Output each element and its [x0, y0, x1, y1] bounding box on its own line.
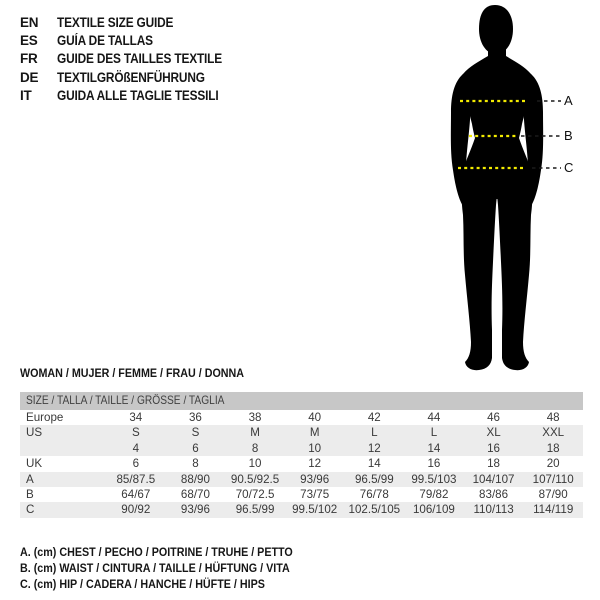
size-cell: 96.5/99 [235, 503, 275, 517]
size-table-body [20, 410, 583, 518]
row-label: UK [26, 457, 43, 471]
table-row [20, 456, 583, 471]
size-cell: 104/107 [472, 472, 515, 486]
row-label: Europe [26, 411, 64, 424]
legend-text: C. (cm) HIP / CADERA / HANCHE / HÜFTE / HIPS [20, 577, 265, 591]
size-cell: 88/90 [180, 472, 210, 486]
lang-title: GUÍA DE TALLAS [57, 32, 153, 48]
lang-row-es [20, 31, 245, 49]
size-cell: 18 [546, 441, 560, 455]
size-cell: XL [486, 426, 501, 440]
size-table-header [20, 392, 583, 410]
legend-row-waist [20, 560, 330, 576]
lang-title: TEXTILE SIZE GUIDE [57, 14, 174, 30]
size-cell: 18 [487, 457, 501, 471]
lang-code: FR [20, 51, 38, 67]
language-title-block [20, 13, 245, 104]
lang-title: TEXTILGRÖßENFÜHRUNG [57, 69, 205, 85]
size-cell: 102.5/105 [348, 503, 401, 517]
row-label: A [26, 472, 34, 486]
size-cell: 8 [192, 457, 199, 471]
lang-row-fr [20, 50, 245, 68]
lang-title: GUIDA ALLE TAGLIE TESSILI [57, 87, 219, 103]
size-cell: 114/119 [533, 503, 574, 517]
size-cell: 106/109 [412, 503, 455, 517]
size-cell: 12 [367, 441, 381, 455]
lang-code: DE [20, 69, 39, 85]
lang-row-it [20, 86, 245, 104]
size-cell: 14 [367, 457, 381, 471]
size-cell: 34 [129, 411, 143, 424]
size-cell: 8 [251, 441, 259, 455]
size-cell: 99.5/103 [411, 472, 457, 486]
woman-silhouette-figure [420, 0, 595, 380]
size-cell: 79/82 [419, 487, 449, 501]
size-cell: 46 [487, 411, 501, 424]
size-cell: 14 [427, 441, 441, 455]
size-cell: 99.5/102 [292, 503, 338, 517]
size-cell: 40 [308, 411, 322, 424]
size-cell: 6 [132, 457, 140, 471]
size-cell: 90/92 [121, 503, 151, 517]
size-cell: 85/87.5 [116, 472, 156, 486]
marker-letter-b: B [564, 128, 573, 143]
size-cell: M [250, 426, 260, 440]
lang-row-de [20, 68, 245, 86]
size-cell: 42 [367, 411, 381, 424]
size-cell: 36 [188, 411, 202, 424]
size-cell: 12 [308, 457, 322, 471]
row-label: US [26, 426, 43, 440]
marker-letter-a: A [564, 93, 573, 108]
size-cell: 83/86 [479, 487, 509, 501]
size-cell: S [131, 426, 140, 440]
lang-title: GUIDE DES TAILLES TEXTILE [57, 51, 223, 67]
size-cell: L [371, 426, 378, 440]
section-title-woman [20, 366, 275, 380]
row-label: C [26, 503, 35, 517]
size-cell: 76/78 [359, 487, 389, 501]
size-cell: 70/72.5 [235, 487, 275, 501]
size-cell: S [191, 426, 200, 440]
size-table-header-text: SIZE / TALLA / TAILLE / GRÖSSE / TAGLIA [26, 394, 225, 407]
table-row [20, 502, 583, 517]
lang-row-en [20, 13, 245, 31]
size-cell: 87/90 [538, 487, 568, 501]
size-cell: 6 [192, 441, 199, 455]
size-cell: 110/113 [473, 503, 514, 517]
size-table [20, 392, 583, 518]
size-cell: 10 [248, 457, 262, 471]
woman-silhouette-icon [420, 0, 595, 380]
table-row [20, 410, 583, 425]
table-row [20, 487, 583, 502]
size-cell: XXL [542, 426, 565, 440]
legend-text: A. (cm) CHEST / PECHO / POITRINE / TRUHE / PETTO [20, 545, 293, 559]
size-cell: 93/96 [180, 503, 210, 517]
size-cell: M [309, 426, 320, 440]
table-row [20, 425, 583, 440]
size-cell: 48 [546, 411, 560, 424]
size-cell: 73/75 [300, 487, 330, 501]
size-cell: 68/70 [180, 487, 210, 501]
lang-code: EN [20, 14, 39, 30]
size-cell: 107/110 [532, 472, 574, 486]
table-row [20, 472, 583, 487]
size-cell: L [430, 426, 438, 440]
section-title-text: WOMAN / MUJER / FEMME / FRAU / DONNA [20, 366, 245, 380]
row-label: B [26, 487, 34, 501]
size-cell: 20 [546, 457, 560, 471]
row-label [20, 441, 106, 456]
size-cell: 16 [487, 441, 501, 455]
size-cell: 64/67 [121, 487, 151, 501]
size-cell: 38 [248, 411, 262, 424]
size-cell: 4 [132, 441, 140, 455]
table-row [20, 441, 583, 456]
size-cell: 10 [308, 441, 322, 455]
lang-code: ES [20, 32, 38, 48]
legend-row-hip [20, 576, 330, 592]
measurement-legend [20, 544, 330, 592]
size-cell: 44 [427, 411, 441, 424]
lang-code: IT [20, 87, 32, 103]
size-cell: 90.5/92.5 [230, 472, 280, 486]
legend-row-chest [20, 544, 330, 560]
legend-text: B. (cm) WAIST / CINTURA / TAILLE / HÜFTUNG / VITA [20, 561, 290, 575]
size-cell: 93/96 [300, 472, 330, 486]
marker-letter-c: C [564, 160, 574, 175]
size-cell: 96.5/99 [354, 472, 394, 486]
size-cell: 16 [427, 457, 441, 471]
